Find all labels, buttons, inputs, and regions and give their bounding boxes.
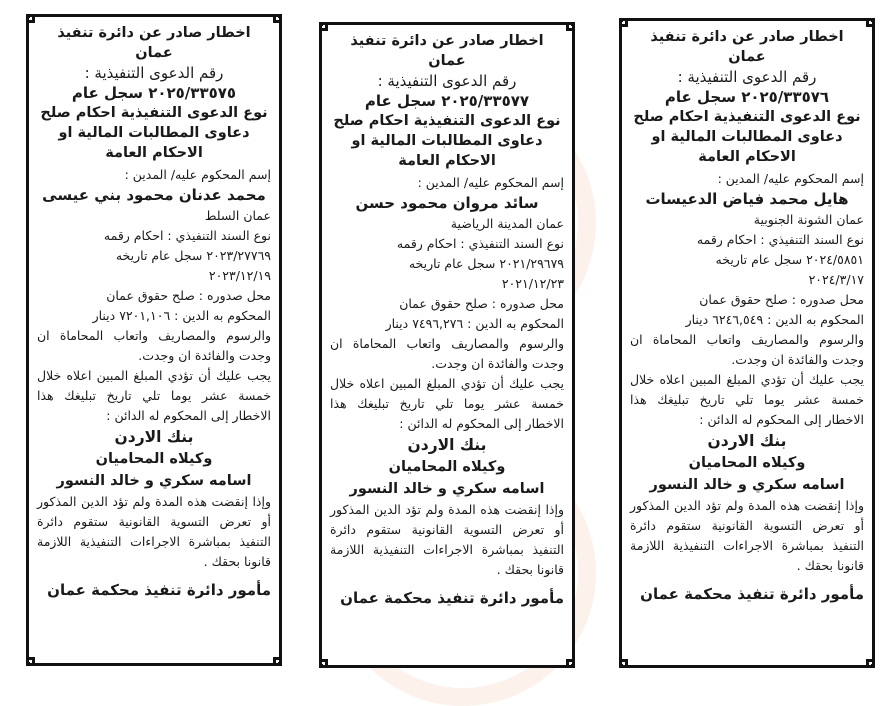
writ-line2: ٢٠٢١/٢٩٦٧٩ سجل عام تاريخه xyxy=(408,256,564,271)
corner-ornament xyxy=(319,659,328,668)
debtor-label: إسم المحكوم عليه/ المدين : xyxy=(124,167,271,182)
corner-ornament xyxy=(866,18,875,27)
payment-notice: يجب عليك أن تؤدي المبلغ المبين اعلاه خلال خمسة عشر يوما تلي تاريخ تبليغك هذا الاخطار إلى المحكوم له الدائن : xyxy=(37,368,271,423)
case-number: ٢٠٢٥/٣٣٥٧٧ سجل عام xyxy=(364,92,530,110)
corner-ornament xyxy=(273,657,282,666)
signature: مأمور دائرة تنفيذ محكمة عمان xyxy=(640,585,864,603)
writ-line1: نوع السند التنفيذي : احكام رقمه xyxy=(696,232,864,247)
amount-line: المحكوم به الدين : ٦٢٤٦,٥٤٩ دينار xyxy=(685,312,864,327)
corner-ornament xyxy=(566,659,575,668)
corner-ornament xyxy=(619,659,628,668)
writ-line2: ٢٠٢٤/٥٨٥١ سجل عام تاريخه xyxy=(715,252,864,267)
signature: مأمور دائرة تنفيذ محكمة عمان xyxy=(340,589,564,607)
case-number-label: رقم الدعوى التنفيذية : xyxy=(677,68,817,86)
debtor-label: إسم المحكوم عليه/ المدين : xyxy=(417,175,564,190)
debtor-name: محمد عدنان محمود بني عيسى xyxy=(42,186,266,204)
creditor-lawyers: اسامه سكري و خالد النسور xyxy=(56,473,252,489)
corner-ornament xyxy=(866,659,875,668)
case-number-label: رقم الدعوى التنفيذية : xyxy=(84,64,224,82)
notice-card-left xyxy=(26,14,282,666)
notice-heading: اخطار صادر عن دائرة تنفيذ عمان xyxy=(350,33,544,69)
fees-line: والرسوم والمصاريف واتعاب المحاماة ان وجدت والفائدة ان وجدت. xyxy=(37,328,271,363)
case-type-line1: نوع الدعوى التنفيذية احكام صلح xyxy=(333,113,561,129)
writ-line3: ٢٠٢٣/١٢/١٩ xyxy=(208,268,271,283)
debtor-name: هايل محمد فياض الدعيسات xyxy=(645,190,849,208)
creditor-lawyers: اسامه سكري و خالد النسور xyxy=(349,481,545,497)
creditor-bank: بنك الاردن xyxy=(407,436,487,454)
corner-ornament xyxy=(566,22,575,31)
warning-paragraph: وإذا إنقضت هذه المدة ولم تؤد الدين المذكور أو تعرض التسوية القانونية ستقوم دائرة التنفيذ بمباشرة الاجراءات التنفيذية اللازمة قانونا بحقك . xyxy=(630,498,864,573)
fees-line: والرسوم والمصاريف واتعاب المحاماة ان وجدت والفائدة ان وجدت. xyxy=(330,336,564,371)
corner-ornament xyxy=(619,18,628,27)
corner-ornament xyxy=(319,22,328,31)
notice-heading: اخطار صادر عن دائرة تنفيذ عمان xyxy=(650,29,844,65)
creditor-lawyers: اسامه سكري و خالد النسور xyxy=(649,477,845,493)
issuer-line: محل صدوره : صلح حقوق عمان xyxy=(106,288,271,303)
writ-line1: نوع السند التنفيذي : احكام رقمه xyxy=(396,236,564,251)
creditor-bank: بنك الاردن xyxy=(707,432,787,450)
signature: مأمور دائرة تنفيذ محكمة عمان xyxy=(47,581,271,599)
notice-card-right xyxy=(619,18,875,668)
writ-line1: نوع السند التنفيذي : احكام رقمه xyxy=(103,228,271,243)
amount-line: المحكوم به الدين : ٧٢٠١,١٠٦ دينار xyxy=(92,308,271,323)
payment-notice: يجب عليك أن تؤدي المبلغ المبين اعلاه خلال خمسة عشر يوما تلي تاريخ تبليغك هذا الاخطار إلى المحكوم له الدائن : xyxy=(630,372,864,427)
debtor-address: عمان السلط xyxy=(204,208,271,223)
creditor-bank: بنك الاردن xyxy=(114,428,194,446)
writ-line3: ٢٠٢١/١٢/٢٣ xyxy=(501,276,564,291)
fees-line: والرسوم والمصاريف واتعاب المحاماة ان وجدت والفائدة ان وجدت. xyxy=(630,332,864,367)
writ-line2: ٢٠٢٣/٢٧٧٦٩ سجل عام تاريخه xyxy=(115,248,271,263)
debtor-address: عمان الشونة الجنوبية xyxy=(753,212,864,227)
case-type-line2: دعاوى المطالبات المالية او الاحكام العامة xyxy=(351,133,543,169)
corner-ornament xyxy=(273,14,282,23)
issuer-line: محل صدوره : صلح حقوق عمان xyxy=(699,292,864,307)
case-type-line2: دعاوى المطالبات المالية او الاحكام العامة xyxy=(58,125,250,161)
case-type-line1: نوع الدعوى التنفيذية احكام صلح xyxy=(633,109,861,125)
case-number-label: رقم الدعوى التنفيذية : xyxy=(377,72,517,90)
writ-line3: ٢٠٢٤/٣/١٧ xyxy=(808,272,864,287)
case-number: ٢٠٢٥/٣٣٥٧٥ سجل عام xyxy=(71,84,237,102)
corner-ornament xyxy=(26,657,35,666)
creditor-agents-label: وكيلاه المحاميان xyxy=(688,455,806,471)
notice-card-middle xyxy=(319,22,575,668)
amount-line: المحكوم به الدين : ٧٤٩٦,٢٧٦ دينار xyxy=(385,316,564,331)
corner-ornament xyxy=(26,14,35,23)
case-type-line1: نوع الدعوى التنفيذية احكام صلح xyxy=(40,105,268,121)
creditor-agents-label: وكيلاه المحاميان xyxy=(388,459,506,475)
payment-notice: يجب عليك أن تؤدي المبلغ المبين اعلاه خلال خمسة عشر يوما تلي تاريخ تبليغك هذا الاخطار إلى المحكوم له الدائن : xyxy=(330,376,564,431)
debtor-name: سائد مروان محمود حسن xyxy=(355,194,539,212)
case-type-line2: دعاوى المطالبات المالية او الاحكام العامة xyxy=(651,129,843,165)
issuer-line: محل صدوره : صلح حقوق عمان xyxy=(399,296,564,311)
debtor-label: إسم المحكوم عليه/ المدين : xyxy=(717,171,864,186)
notice-heading: اخطار صادر عن دائرة تنفيذ عمان xyxy=(57,25,251,61)
warning-paragraph: وإذا إنقضت هذه المدة ولم تؤد الدين المذكور أو تعرض التسوية القانونية ستقوم دائرة التنفيذ بمباشرة الاجراءات التنفيذية اللازمة قانونا بحقك . xyxy=(330,502,564,577)
case-number: ٢٠٢٥/٣٣٥٧٦ سجل عام xyxy=(664,88,830,106)
creditor-agents-label: وكيلاه المحاميان xyxy=(95,451,213,467)
warning-paragraph: وإذا إنقضت هذه المدة ولم تؤد الدين المذكور أو تعرض التسوية القانونية ستقوم دائرة التنفيذ بمباشرة الاجراءات التنفيذية اللازمة قانونا بحقك . xyxy=(37,494,271,569)
debtor-address: عمان المدينة الرياضية xyxy=(450,216,564,231)
